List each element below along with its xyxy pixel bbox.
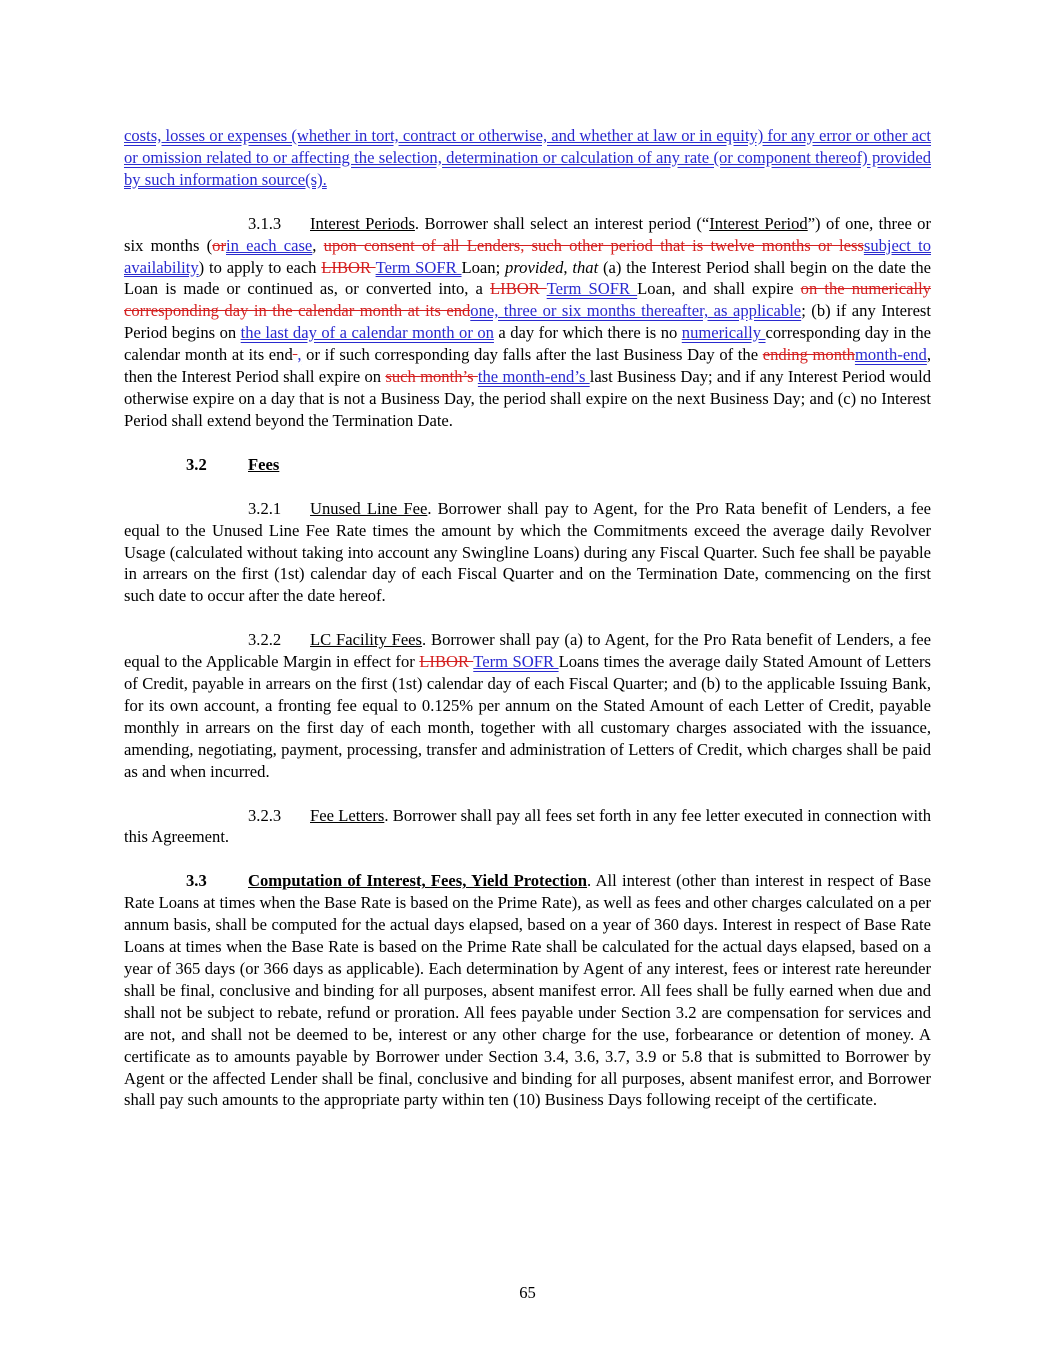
inserted-text: ,	[297, 345, 302, 365]
deleted-text: or	[212, 235, 226, 255]
section-title: LC Facility Fees	[310, 630, 423, 650]
deleted-text: upon consent of all Lenders, such other period that is twelve months or less	[323, 235, 864, 255]
section-3-2-2: 3.2.2 LC Facility Fees. Borrower shall pay (a) to Agent, for the Pro Rata benefit of Lenders, a fee equal to the Applicable Margin in effect for LIBOR Term SOFR Loans times the average daily Stated Amount of Letters of Credit, payable in arrears on the first (1st) calendar day of each Fiscal Quarter; and (b) to the applicable Issuing Bank, for its own account, a fronting fee equal to 0.125% per annum on the Stated Amount of each Letter of Credit, payable monthly in arrears on the first day of each month, together with all customary charges associated with the issuance, amending, negotiating, payment, processing, transfer and administration of Letters of Credit, which charges shall be paid as and when incurred.	[124, 630, 931, 781]
section-number: 3.1.3	[248, 213, 282, 233]
inserted-text: Term SOFR	[546, 279, 638, 299]
section-title: Interest Periods	[310, 213, 415, 233]
inserted-text: Term SOFR	[375, 257, 462, 277]
inserted-text: numerically	[681, 323, 766, 343]
section-title: Unused Line Fee	[310, 498, 428, 518]
section-3-2-heading	[124, 454, 931, 476]
section-3-2-3: 3.2.3 Fee Letters. Borrower shall pay all fees set forth in any fee letter executed in connection with this Agreement.	[124, 805, 931, 847]
section-number: 3.3	[186, 871, 207, 891]
deleted-text: LIBOR	[419, 652, 474, 672]
inserted-text: in each case	[226, 235, 313, 255]
defined-term: Interest Period	[709, 213, 808, 233]
section-number: 3.2.3	[248, 805, 282, 825]
carryover-paragraph	[124, 125, 931, 191]
document-page	[124, 125, 931, 1111]
section-title: Fee Letters	[310, 805, 385, 825]
section-title: Fees	[248, 454, 280, 474]
page-number: 65	[519, 1283, 536, 1302]
section-number: 3.2	[186, 454, 207, 474]
section-3-2-1: 3.2.1 Unused Line Fee. Borrower shall pay to Agent, for the Pro Rata benefit of Lenders, a fee equal to the Unused Line Fee Rate times the amount by which the Commitments exceed the average daily Revolver Usage (calculated without taking into account any Swingline Loans) during any Fiscal Quarter. Such fee shall be payable in arrears on the first (1st) calendar day of each Fiscal Quarter and on the Termination Date, commencing on the first such date to occur after the date hereof.	[124, 498, 931, 606]
inserted-text: Term SOFR	[473, 652, 559, 672]
section-3-3: 3.3 Computation of Interest, Fees, Yield Protection. All interest (other than interest in respect of Base Rate Loans at times when the Base Rate is based on the Prime Rate), as well as fees and other charges calculated on a per annum basis, shall be computed for the actual days elapsed, based on a year of 360 days. Interest in respect of Base Rate Loans at times when the Base Rate is based on the Prime Rate shall be calculated for the actual days elapsed, based on a year of 365 days (or 366 days as applicable). Each determination by Agent of any interest, fees or interest rate hereunder shall be final, conclusive and binding for all purposes, absent manifest error. All fees shall be fully earned when due and shall not be subject to rebate, refund or proration. All fees payable under Section 3.2 are compensation for services and are not, and shall not be deemed to be, interest or any other charge for the use, forbearance or detention of money. A certificate as to amounts payable by Borrower under Section 3.4, 3.6, 3.7, 3.9 or 5.8 that is submitted to Borrower by Agent or the affected Lender shall be final, conclusive and binding for all purposes, absent manifest error, and Borrower shall pay such amounts to the appropriate party within ten (10) Business Days following receipt of the certificate.	[124, 871, 931, 1110]
inserted-text: the last day of a calendar month or on	[240, 323, 494, 343]
deleted-text: LIBOR	[321, 257, 376, 277]
section-3-1-3: 3.1.3 Interest Periods. Borrower shall select an interest period (“Interest Period”) of one, three or six months (orin each case, upon consent of all Lenders, such other period that is twelve months or lesssubject to availability) to apply to each LIBOR Term SOFR Loan; provided, that (a) the Interest Period shall begin on the date the Loan is made or continued as, or converted into, a LIBOR Term SOFR Loan, and shall expire on the numerically corresponding day in the calendar month at its endone, three or six months thereafter, as applicable; (b) if any Interest Period begins on the last day of a calendar month or on a day for which there is no numerically corresponding day in the calendar month at its end , or if such corresponding day falls after the last Business Day of the ending monthmonth-end, then the Interest Period shall expire on such month’s the month-end’s last Business Day; and if any Interest Period would otherwise expire on a day that is not a Business Day, the period shall expire on the next Business Day; and (c) no Interest Period shall extend beyond the Termination Date.	[124, 213, 932, 430]
section-title: Computation of Interest, Fees, Yield Protection	[248, 871, 587, 891]
inserted-text: subject to availability	[124, 235, 931, 277]
inserted-text: costs, losses or expenses (whether in tort, contract or otherwise, and whether at law or in equity) for any error or other act or omission related to or affecting the selection, determination or calculation of any rate (or component thereof) provided by such information source(s).	[124, 126, 931, 189]
deleted-text: such month’s	[385, 367, 478, 387]
deleted-text: LIBOR	[490, 279, 547, 299]
inserted-text: the month-end’s	[477, 367, 590, 387]
deleted-text: on the numerically corresponding day in the calendar month at its end	[124, 279, 931, 321]
deleted-text: ending month	[762, 345, 855, 365]
section-number: 3.2.1	[248, 498, 282, 518]
inserted-text: one, three or six months thereafter, as applicable	[470, 301, 802, 321]
section-number: 3.2.2	[248, 630, 282, 650]
inserted-text: month-end	[854, 345, 927, 365]
